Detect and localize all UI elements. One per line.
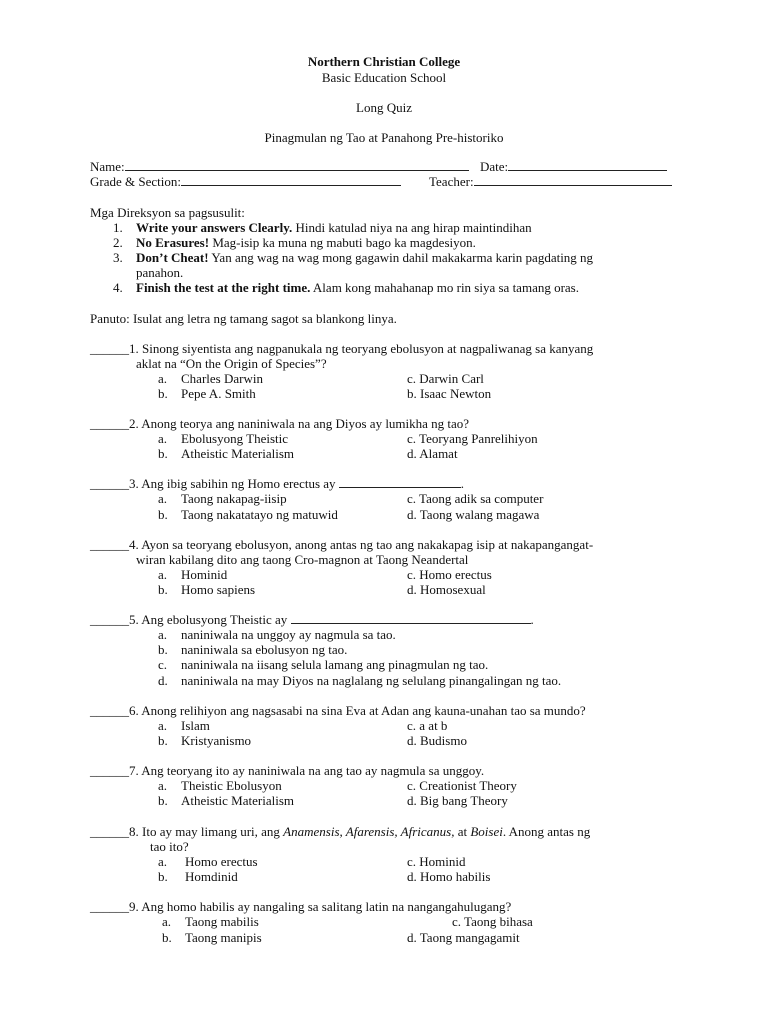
- question-text: 5. Ang ebolusyong Theistic ay: [129, 612, 288, 627]
- choice-letter: b.: [158, 446, 168, 461]
- choice-letter: a.: [158, 491, 168, 506]
- teacher-field[interactable]: [429, 174, 672, 190]
- choice-item: d. Homosexual: [407, 582, 486, 597]
- direction-item: No Erasures! Mag-isip ka muna ng mabuti bago ka magdesiyon.: [136, 235, 476, 250]
- question-text: 2. Anong teorya ang naniniwala na ang Diyos ay lumikha ng tao?: [129, 416, 470, 431]
- choice-letter: b.: [158, 793, 168, 808]
- date-blank[interactable]: [508, 159, 667, 171]
- question-text-continuation: aklat na “On the Origin of Species”?: [136, 356, 327, 371]
- choice-item: d. Budismo: [407, 733, 467, 748]
- choice-item: c. a at b: [407, 718, 448, 733]
- direction-item-continuation: panahon.: [136, 265, 184, 280]
- choice-item: b. Isaac Newton: [407, 386, 492, 401]
- choice-item: c. Taong adik sa computer: [407, 491, 544, 506]
- choice-text: naniniwala sa ebolusyon ng tao.: [181, 642, 348, 657]
- question-2: [90, 416, 469, 432]
- choice-text: naniniwala na iisang selula lamang ang pinagmulan ng tao.: [181, 657, 489, 672]
- question-text: 7. Ang teoryang ito ay naniniwala na ang tao ay nagmula sa unggoy.: [129, 763, 485, 778]
- grade-section-blank[interactable]: [181, 174, 401, 186]
- direction-number: 1.: [113, 220, 123, 235]
- choice-item: d. Big bang Theory: [407, 793, 508, 808]
- question-text-continuation: tao ito?: [150, 839, 189, 854]
- choice-letter: a.: [158, 567, 168, 582]
- choice-text: Ebolusyong Theistic: [181, 431, 289, 446]
- name-blank[interactable]: [125, 159, 469, 171]
- choice-item: d. Taong walang magawa: [407, 507, 540, 522]
- answer-blank[interactable]: ______: [90, 612, 129, 627]
- choice-letter: b.: [158, 869, 168, 884]
- choice-text: naniniwala na may Diyos na naglalang ng selulang pinangalingan ng tao.: [181, 673, 562, 688]
- choice-letter: a.: [158, 431, 168, 446]
- answer-blank[interactable]: ______: [90, 341, 129, 356]
- question-4: [90, 537, 593, 553]
- choice-letter: b.: [158, 507, 168, 522]
- direction-number: 4.: [113, 280, 123, 295]
- choice-letter: a.: [158, 778, 168, 793]
- question-1: [90, 341, 593, 357]
- direction-number: 2.: [113, 235, 123, 250]
- question-text: 6. Anong relihiyon ang nagsasabi na sina Eva at Adan ang kauna-unahan tao sa mundo?: [129, 703, 586, 718]
- choice-letter: a.: [158, 371, 168, 386]
- answer-blank[interactable]: ______: [90, 416, 129, 431]
- question-text: 3. Ang ibig sabihin ng Homo erectus ay: [129, 476, 336, 491]
- department-name: Basic Education School: [321, 70, 447, 85]
- quiz-type: Long Quiz: [356, 100, 412, 115]
- instruction: Panuto: Isulat ang letra ng tamang sagot sa blankong linya.: [90, 311, 397, 326]
- direction-item: Finish the test at the right time. Alam kong mahahanap mo rin siya sa tamang oras.: [136, 280, 579, 295]
- choice-text: Charles Darwin: [181, 371, 263, 386]
- name-label: Name:: [90, 159, 125, 174]
- directions-heading: Mga Direksyon sa pagsusulit:: [90, 205, 245, 220]
- answer-blank[interactable]: ______: [90, 763, 129, 778]
- teacher-blank[interactable]: [474, 174, 672, 186]
- direction-number: 3.: [113, 250, 123, 265]
- choice-text: Homo sapiens: [181, 582, 256, 597]
- choice-letter: b.: [162, 930, 172, 945]
- choice-text: Theistic Ebolusyon: [181, 778, 282, 793]
- choice-letter: c.: [158, 657, 168, 672]
- answer-blank[interactable]: ______: [90, 824, 129, 839]
- question-text: 4. Ayon sa teoryang ebolusyon, anong antas ng tao ang nakakapag isip at nakapangangat-: [129, 537, 594, 552]
- direction-item: Write your answers Clearly. Hindi katulad niya na ang hirap maintindihan: [136, 220, 532, 235]
- choice-item: c. Homo erectus: [407, 567, 492, 582]
- choice-item: c. Taong bihasa: [452, 914, 533, 929]
- choice-letter: b.: [158, 582, 168, 597]
- direction-item: Don’t Cheat! Yan ang wag na wag mong gagawin dahil makakarma karin pagdating ng: [136, 250, 594, 265]
- choice-item: d. Alamat: [407, 446, 458, 461]
- choice-text: Hominid: [181, 567, 228, 582]
- answer-blank[interactable]: ______: [90, 703, 129, 718]
- question-5: ______5. Ang ebolusyong Theistic ay .: [90, 612, 534, 627]
- fill-blank[interactable]: [291, 612, 531, 624]
- choice-letter: b.: [158, 733, 168, 748]
- choice-text: Kristyanismo: [181, 733, 252, 748]
- choice-text: Taong nakatatayo ng matuwid: [181, 507, 338, 522]
- choice-item: c. Hominid: [407, 854, 466, 869]
- choice-letter: a.: [158, 854, 168, 869]
- choice-item: c. Creationist Theory: [407, 778, 517, 793]
- teacher-label: Teacher:: [429, 174, 474, 189]
- choice-text: Homo erectus: [185, 854, 258, 869]
- question-text: 9. Ang homo habilis ay nangaling sa salitang latin na nangangahulugang?: [129, 899, 512, 914]
- choice-text: Taong mabilis: [185, 914, 259, 929]
- question-7: [90, 763, 484, 779]
- choice-text: Pepe A. Smith: [181, 386, 256, 401]
- grade-section-field[interactable]: [90, 174, 401, 190]
- grade-section-label: Grade & Section:: [90, 174, 181, 189]
- question-text-continuation: wiran kabilang dito ang taong Cro-magnon at Taong Neandertal: [136, 552, 469, 567]
- choice-item: d. Taong mangagamit: [407, 930, 520, 945]
- choice-letter: a.: [162, 914, 172, 929]
- choice-letter: a.: [158, 718, 168, 733]
- choice-text: naniniwala na unggoy ay nagmula sa tao.: [181, 627, 396, 642]
- answer-blank[interactable]: ______: [90, 537, 129, 552]
- fill-blank[interactable]: [339, 476, 461, 488]
- question-text: 1. Sinong siyentista ang nagpanukala ng teoryang ebolusyon at nagpaliwanag sa kanyang: [129, 341, 594, 356]
- answer-blank[interactable]: ______: [90, 899, 129, 914]
- choice-item: c. Darwin Carl: [407, 371, 484, 386]
- choice-text: Atheistic Materialism: [181, 793, 295, 808]
- choice-text: Islam: [181, 718, 210, 733]
- question-9: [90, 899, 511, 915]
- choice-item: c. Teoryang Panrelihiyon: [407, 431, 538, 446]
- choice-text: Taong manipis: [185, 930, 262, 945]
- choice-text: Homdinid: [185, 869, 238, 884]
- name-field[interactable]: [90, 159, 469, 175]
- quiz-subject: Pinagmulan ng Tao at Panahong Pre-historiko: [264, 130, 504, 145]
- date-field[interactable]: [480, 159, 667, 175]
- question-8: ______8. Ito ay may limang uri, ang Anamensis, Afarensis, Africanus, at Boisei. Anong antas ng: [90, 824, 591, 839]
- school-name: Northern Christian College: [307, 54, 461, 69]
- question-3: ______3. Ang ibig sabihin ng Homo erectus ay .: [90, 476, 465, 491]
- choice-item: d. Homo habilis: [407, 869, 491, 884]
- choice-text: Taong nakapag-iisip: [181, 491, 287, 506]
- choice-letter: a.: [158, 627, 168, 642]
- choice-letter: d.: [158, 673, 168, 688]
- choice-letter: b.: [158, 386, 168, 401]
- choice-text: Atheistic Materialism: [181, 446, 295, 461]
- answer-blank[interactable]: ______: [90, 476, 129, 491]
- question-6: [90, 703, 586, 719]
- choice-letter: b.: [158, 642, 168, 657]
- date-label: Date:: [480, 159, 509, 174]
